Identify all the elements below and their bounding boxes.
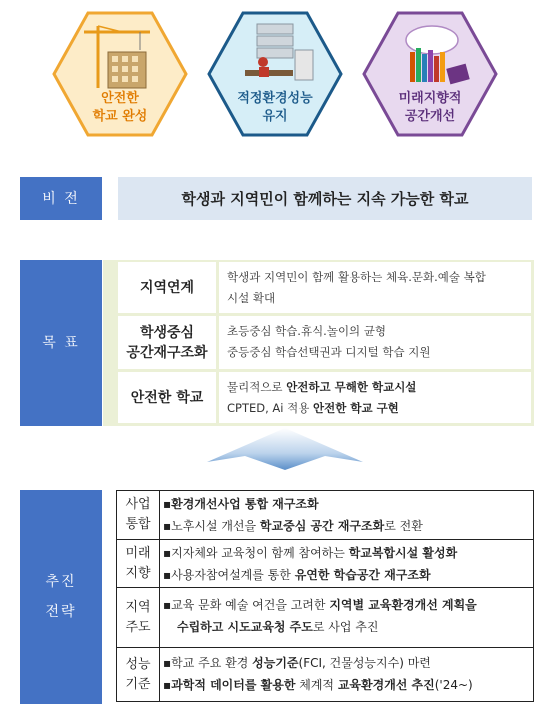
goals-panel (103, 260, 534, 426)
goal-desc-line: 시설 확대 (227, 291, 276, 305)
goals-label: 목 표 (20, 260, 102, 426)
bold-span: 안전한 학교 구현 (313, 401, 399, 415)
badge-label: 적정환경성능 유지 (237, 91, 313, 124)
bold-span: 교육환경개선 추진 (337, 678, 435, 692)
strategy-items (160, 588, 533, 647)
strategy-items (160, 540, 533, 587)
goal-name: 안전한 학교 (118, 372, 216, 423)
goal-desc-line: 중등중심 학습선택권과 디지털 학습 지원 (227, 345, 431, 359)
text-span: ▪노후시설 개선을 (163, 519, 260, 533)
bold-span: 지역별 교육환경개선 계획을 (329, 598, 477, 612)
strategy-item (163, 493, 529, 515)
goal-desc-line (227, 398, 523, 419)
strategy-row-future (117, 539, 533, 587)
goal-name: 지역연계 (118, 262, 216, 313)
goal-row-student-centered (118, 316, 531, 369)
strategy-item (163, 564, 529, 586)
goal-row-regional-link (118, 262, 531, 313)
text-span: 물리적으로 (227, 380, 287, 394)
text-span: ('24~) (434, 678, 473, 692)
goal-description (219, 262, 531, 313)
vision-label: 비 전 (20, 177, 102, 220)
goal-desc-line (227, 377, 523, 398)
text-span: CPTED, Ai 적용 (227, 401, 314, 415)
bold-span: ▪과학적 데이터를 활용한 (163, 678, 296, 692)
strategy-label: 추진 전략 (20, 490, 102, 704)
strategy-row-integration (117, 491, 533, 539)
bold-span: 수립하고 시도교육청 주도 (177, 620, 313, 634)
badge-safe-school (50, 10, 190, 138)
strategy-item (163, 594, 529, 616)
text-span: ▪지자체와 교육청이 함께 참여하는 (163, 546, 349, 560)
goal-name: 학생중심 공간재구조화 (118, 316, 216, 369)
strategy-row-regional (117, 587, 533, 647)
bold-span: 안전하고 무해한 학교시설 (286, 380, 417, 394)
bold-span: ▪환경개선사업 통합 재구조화 (163, 497, 319, 511)
text-span: ▪사용자참여설계를 통한 (163, 568, 295, 582)
badge-future-space (360, 10, 500, 138)
badge-environment-performance (205, 10, 345, 138)
strategy-items (160, 648, 533, 702)
text-span: ▪학교 주요 환경 (163, 656, 253, 670)
text-span: 체계적 (295, 678, 338, 692)
badge-label: 안전한 학교 완성 (92, 91, 148, 124)
strategy-name: 미래 지향 (117, 540, 160, 587)
strategy-items (160, 491, 533, 539)
up-arrow-icon (205, 426, 365, 472)
goal-desc-line: 학생과 지역민이 함께 활용하는 체육.문화.예술 복합 (227, 270, 486, 284)
strategy-name: 사업 통합 (117, 491, 160, 539)
goal-row-safe-school (118, 372, 531, 423)
strategy-name: 성능 기준 (117, 648, 160, 702)
bold-span: 학교복합시설 활성화 (348, 546, 458, 560)
strategy-name: 지역 주도 (117, 588, 160, 647)
vision-statement: 학생과 지역민이 함께하는 지속 가능한 학교 (118, 177, 532, 220)
strategy-item (163, 674, 529, 696)
strategy-item (163, 616, 529, 638)
goal-description (219, 316, 531, 369)
text-span: (FCI, 건물성능지수) 마련 (298, 656, 431, 670)
text-span: ▪교육 문화 예술 여건을 고려한 (163, 598, 330, 612)
bold-span: 성능기준 (252, 656, 299, 670)
strategy-item (163, 542, 529, 564)
bold-span: 유연한 학습공간 재구조화 (294, 568, 431, 582)
strategy-table (116, 490, 534, 702)
text-span: 로 사업 추진 (312, 620, 379, 634)
text-span: 로 전환 (384, 519, 423, 533)
goal-desc-line: 초등중심 학습.휴식.놀이의 균형 (227, 324, 387, 338)
bold-span: 학교중심 공간 재구조화 (259, 519, 385, 533)
strategy-row-standards (117, 647, 533, 702)
strategy-item (163, 652, 529, 674)
badge-label: 미래지향적 공간개선 (398, 91, 462, 124)
strategy-item (163, 515, 529, 537)
goal-description (219, 372, 531, 423)
